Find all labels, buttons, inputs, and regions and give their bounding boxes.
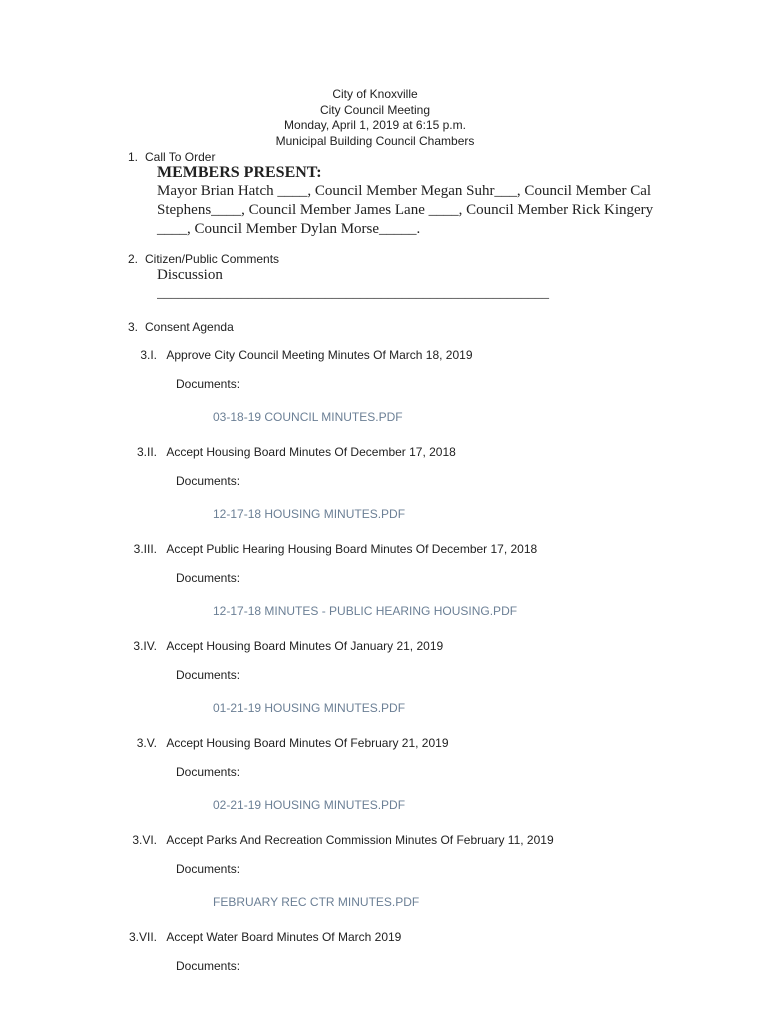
header-meeting: City Council Meeting (319, 103, 431, 117)
section-3-title: Consent Agenda (145, 320, 234, 334)
document-link[interactable]: 02-21-19 HOUSING MINUTES.PDF (213, 798, 406, 812)
item-title: Accept Housing Board Minutes Of December 17, 2018 (166, 445, 456, 459)
header-datetime: Monday, April 1, 2019 at 6:15 p.m. (284, 118, 466, 132)
discussion-line: ________________________________________________________ (157, 286, 549, 301)
agenda-item (110, 833, 554, 847)
members-line-2: Stephens____, Council Member James Lane ____, Council Member Rick Kingery (157, 202, 654, 218)
documents-label: Documents: (176, 377, 241, 391)
document-link[interactable]: 12-17-18 MINUTES - PUBLIC HEARING HOUSING.PDF (213, 604, 518, 618)
item-title: Accept Parks And Recreation Commission Minutes Of February 11, 2019 (166, 833, 554, 847)
document-link[interactable]: 12-17-18 HOUSING MINUTES.PDF (213, 507, 406, 521)
members-heading: MEMBERS PRESENT: (157, 164, 322, 181)
item-number: 3.II. (136, 445, 157, 459)
documents-label: Documents: (176, 668, 241, 682)
item-title: Accept Housing Board Minutes Of January 21, 2019 (166, 639, 444, 653)
agenda-item (110, 639, 443, 653)
members-line-3: ____, Council Member Dylan Morse_____. (157, 221, 421, 237)
documents-label: Documents: (176, 571, 241, 585)
item-title: Accept Public Hearing Housing Board Minutes Of December 17, 2018 (166, 542, 538, 556)
item-number: 3.I. (140, 348, 157, 362)
documents-label: Documents: (176, 474, 241, 488)
agenda-item (110, 736, 449, 750)
members-line-1: Mayor Brian Hatch ____, Council Member Megan Suhr___, Council Member Cal (157, 183, 652, 199)
item-number: 3.IV. (133, 639, 157, 653)
discussion-label: Discussion (157, 267, 223, 283)
item-title: Accept Water Board Minutes Of March 2019 (166, 930, 402, 944)
section-2-number: 2. (128, 252, 139, 266)
item-title: Accept Housing Board Minutes Of February 21, 2019 (166, 736, 449, 750)
section-3-number: 3. (128, 320, 139, 334)
documents-label: Documents: (176, 765, 241, 779)
document-link[interactable]: FEBRUARY REC CTR MINUTES.PDF (213, 895, 420, 909)
documents-label: Documents: (176, 959, 241, 973)
agenda-item (110, 930, 401, 944)
item-number: 3.VI. (132, 833, 157, 847)
document-link[interactable]: 03-18-19 COUNCIL MINUTES.PDF (213, 410, 403, 424)
documents-label: Documents: (176, 862, 241, 876)
header-location: Municipal Building Council Chambers (275, 134, 475, 148)
document-link[interactable]: 01-21-19 HOUSING MINUTES.PDF (213, 701, 406, 715)
agenda-item (110, 542, 537, 556)
agenda-item (110, 445, 456, 459)
item-title: Approve City Council Meeting Minutes Of March 18, 2019 (166, 348, 473, 362)
item-number: 3.VII. (128, 930, 157, 944)
header-city: City of Knoxville (332, 87, 418, 101)
item-number: 3.III. (133, 542, 157, 556)
section-1-title: Call To Order (145, 150, 216, 164)
agenda-item (110, 348, 473, 362)
section-1-number: 1. (128, 150, 139, 164)
item-number: 3.V. (136, 736, 157, 750)
section-2-title: Citizen/Public Comments (145, 252, 280, 266)
